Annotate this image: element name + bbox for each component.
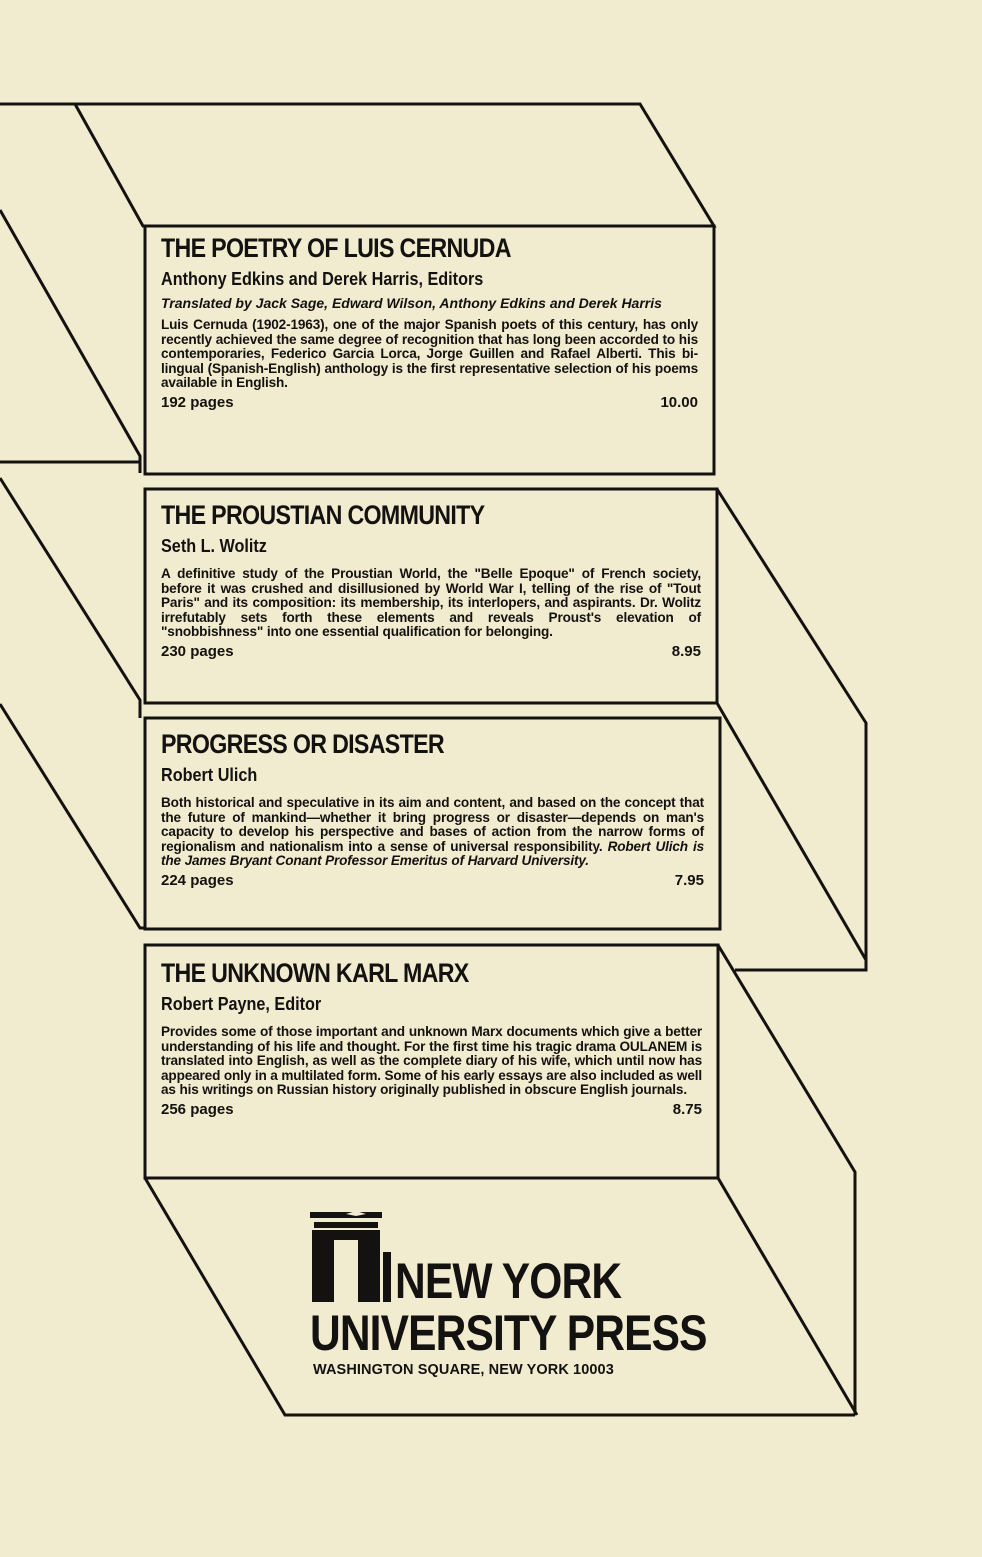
book-description: Luis Cernuda (1902-1963), one of the major Spanish poets of this century, has only recently achieved the same degree of recognition that has long been accorded to his contemporaries, Federico Garcia Lorca, Jorge Guillen and Rafael Alberti. This bi-lingual (Spanish-English) anthology is the first representative selection of his poems available in English. <box>161 317 698 391</box>
book-translators: Translated by Jack Sage, Edward Wilson, Anthony Edkins and Derek Harris <box>161 295 662 311</box>
book-listing <box>145 945 718 1178</box>
book-author: Anthony Edkins and Derek Harris, Editors <box>161 269 484 289</box>
book-price: 8.95 <box>671 642 701 660</box>
book-page-count: 256 pages <box>161 1100 234 1118</box>
book-description <box>161 796 704 869</box>
book-author: Seth L. Wolitz <box>161 536 267 556</box>
book-author: Robert Payne, Editor <box>161 994 322 1014</box>
book-description-text: Both historical and speculative in its aim and content, and based on the concept that the future of mankind—whether it bring progress or disaster—depends on man's capacity to develop his perspective and bases of action from the narrow forms of regionalism and nationalism into a sense of universal responsibility. <box>161 795 704 854</box>
book-footer <box>161 643 701 660</box>
book-footer <box>161 394 698 411</box>
book-description: A definitive study of the Proustian World, the "Belle Epoque" of French society, before it was crushed and disillusioned by World War I, telling of the rise of "Tout Paris" and its composition: its membership, its interlopers, and aspirants. Dr. Wolitz irrefutably sets forth these elements and reveals Proust's elevation of "snobbishness" into one essential qualification for belonging. <box>161 566 701 640</box>
book-title: THE POETRY OF LUIS CERNUDA <box>161 233 511 263</box>
nyu-arch-logo-icon <box>310 1211 391 1302</box>
book-title: THE UNKNOWN KARL MARX <box>161 958 469 988</box>
book-page-count: 224 pages <box>161 871 234 889</box>
book-footer <box>161 1101 702 1118</box>
book-footer <box>161 872 704 889</box>
book-title: PROGRESS OR DISASTER <box>161 729 444 759</box>
book-price: 8.75 <box>672 1100 702 1118</box>
book-description: Provides some of those important and unknown Marx documents which give a better understanding of his life and thought. For the first time his tragic drama OULANEM is translated into English, as well as the complete diary of his wife, which until now has appeared only in a multilated form. Some of his early essays are also included as well as his writings on Russian history originally published in obscure English journals. <box>161 1024 702 1098</box>
author-note: Robert Ulich is the James Bryant Conant Professor Emeritus of Harvard University. <box>161 838 704 869</box>
book-page-count: 230 pages <box>161 642 234 660</box>
book-page-count: 192 pages <box>161 393 234 411</box>
book-price: 10.00 <box>660 393 698 411</box>
book-title: THE PROUSTIAN COMMUNITY <box>161 500 485 530</box>
publisher-address: WASHINGTON SQUARE, NEW YORK 10003 <box>313 1362 614 1378</box>
book-listing <box>145 489 717 703</box>
publisher-name-line2: UNIVERSITY PRESS <box>310 1305 707 1361</box>
book-author: Robert Ulich <box>161 765 258 785</box>
publisher-name-line1: NEW YORK <box>395 1253 622 1309</box>
book-price: 7.95 <box>674 871 704 889</box>
book-listing <box>145 226 714 474</box>
book-listing <box>145 718 720 929</box>
